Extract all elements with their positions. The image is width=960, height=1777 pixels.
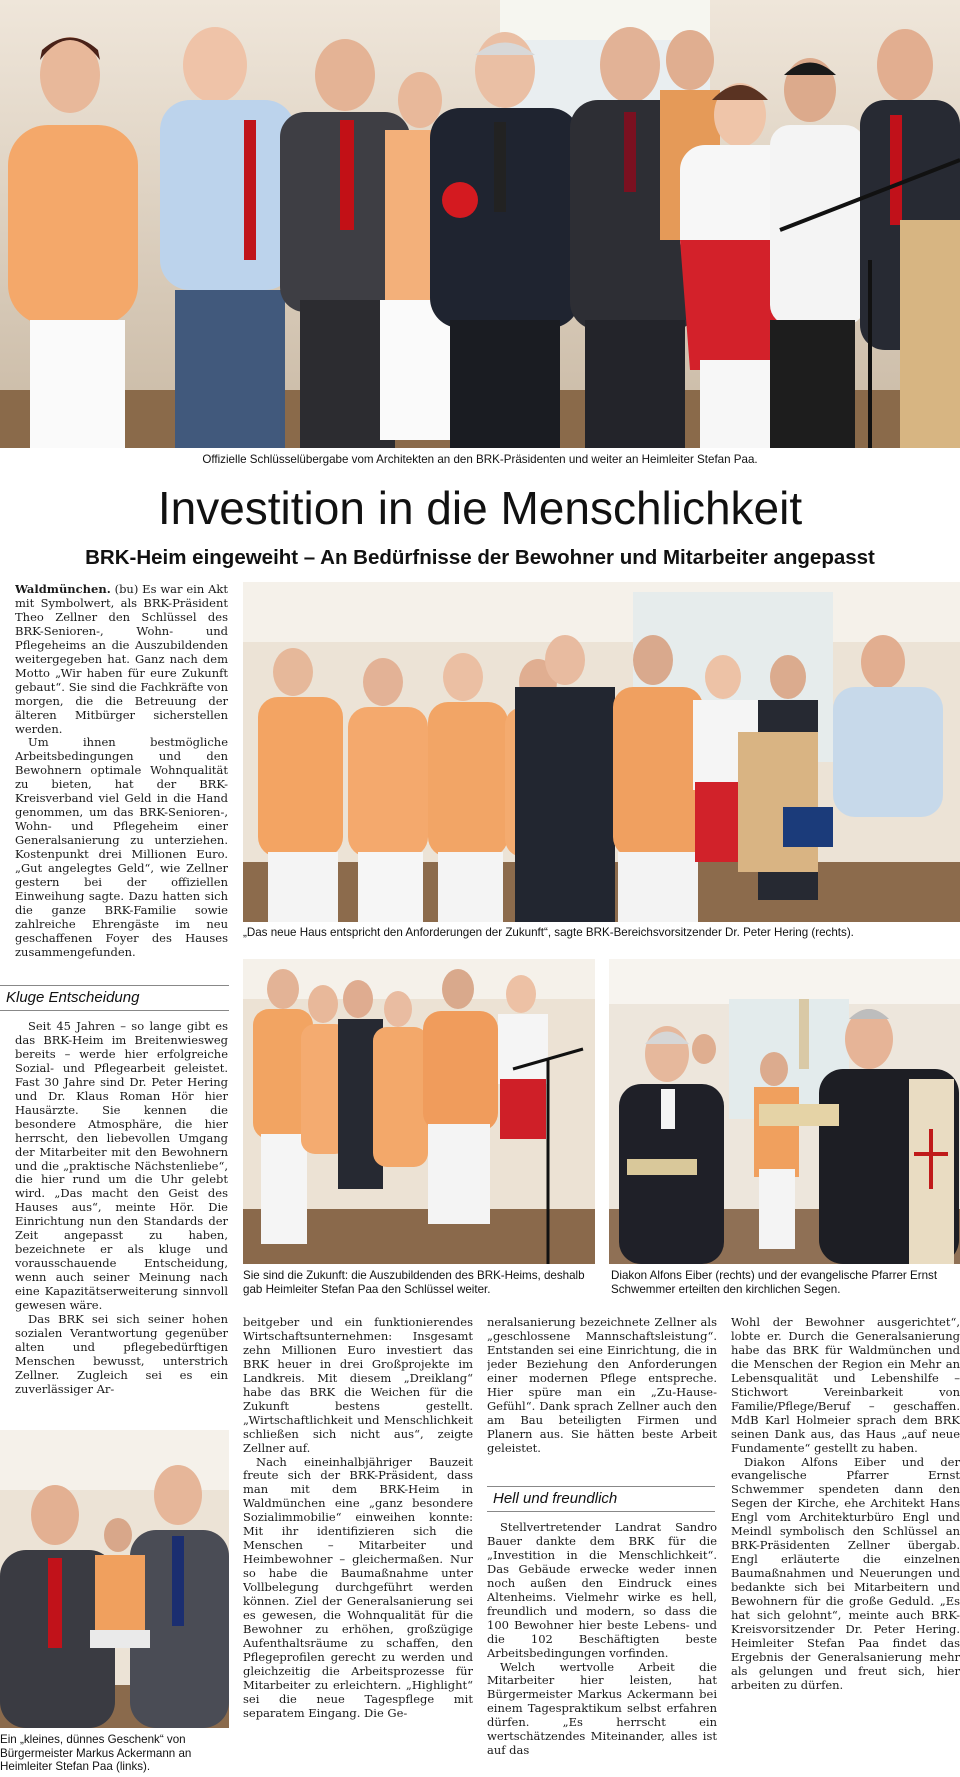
paragraph: Seit 45 Jahren – so lange gibt es das BRK-Heim im Breitenwiesweg bereits – werde hier erfolgreiche Sozial- und Pflegearbeit geleistet. Fast 30 Jahre sind Dr. Peter Hering und Dr. Klaus Roman Hör hier Hausärzte. Sie kennen die besondere Atmosphäre, die hier herrscht, den liebevollen Umgang der Mitarbeiter mit den Bewohnern und die „praktische Nächstenliebe“, die hier rund um die Uhr gelebt wird. „Das macht den Geist des Hauses aus“, meinte Hör. Die Einrichtung nun den Standards der Zeit angepasst zu haben, bezeichnete er als kluge und vorausschauende Entscheidung, wenn auch seiner Meinung nach eine Kapazitätserweiterung sinnvoll gewesen wäre. xyxy=(15,1020,228,1313)
paragraph: beitgeber und ein funktionierendes Wirtschaftsunternehmen: Insgesamt zehn Millionen Euro investiert das BRK heuer in drei Großprojekte im Landkreis. Mit diesem „Dreiklang“ habe das BRK die Weichen für die Zukunft bestens gestellt. „Wirtschaftlichkeit und Menschlichkeit schließen sich nicht aus“, zeigte Zellner auf. xyxy=(243,1316,473,1455)
blessing-photo xyxy=(609,959,960,1264)
group-photo xyxy=(243,582,960,922)
photo-caption: Ein „kleines, dünnes Geschenk“ von Bürgermeister Markus Ackermann an Heimleiter Stefan Paa (links). xyxy=(0,1733,192,1774)
gift-photo xyxy=(0,1430,229,1728)
paragraph: Diakon Alfons Eiber und der evangelische Pfarrer Ernst Schwemmer spendeten dann den Segen der Kirche, ehe Architekt Hans Engl vom Architekturbüro Engl und Meindl symbolisch den Schlüssel an BRK-Präsidenten Zellner übergab. Engl erläuterte die einzelnen Baumaßnahmen und Neuerungen und bedankte sich bei Mitarbeitern und Bewohnern für die große Geduld. „Es hat sich gelohnt“, meinte auch BRK-Kreisvorsitzender Dr. Peter Hering. Heimleiter Stefan Paa findet das Ergebnis der Generalsanierung mehr als gelungen und freut sich, hier arbeiten zu dürfen. xyxy=(731,1454,960,1692)
paragraph: Nach eineinhalbjähriger Bauzeit freute sich der BRK-Präsident, dass man mit dem BRK-Heim in Waldmünchen eine „ganz besondere Sozialimmobilie“ einweihen konnte: Mit ihr identifizieren sich die Menschen – Mitarbeiter und Heimbewohner – gleichermaßen. Nur so habe die Baumaßnahme unter Vollbelegung durchgeführt werden können. Ziel der Generalsanierung sei es gewesen, die Wohnqualität für die Bewohner zu erhöhen, großzügige Aufenthaltsräume zu schaffen, den Pflegeprofilen gerecht zu werden und gleichzeitig die Arbeitsprozesse für Mitarbeiter zu erleichtern. „Highlight“ sei die neue Tagespflege mit separatem Eingang. Die Ge- xyxy=(243,1454,473,1720)
article-column-1 xyxy=(15,583,228,973)
photo-caption: Sie sind die Zukunft: die Auszubildenden des BRK-Heims, deshalb gab Heimleiter Stefan Paa den Schlüssel weiter. xyxy=(243,1269,585,1296)
paragraph: (bu) Es war ein Akt mit Symbolwert, als BRK-Präsident Theo Zellner den Schlüssel des BRK-Senioren-, Wohn- und Pflegeheims an die Auszubildenden weitergegeben hat. Ganz nach dem Motto „Wir haben für eure Zukunft gebaut“. Sie sind die Fachkräfte von morgen, die die Betreuung der älteren Mitbürger sicherstellen werden. xyxy=(15,583,228,736)
article-column-3 xyxy=(487,1316,717,1476)
photo-caption: Diakon Alfons Eiber (rechts) und der evangelische Pfarrer Ernst Schwemmer erteilten den kirchlichen Segen. xyxy=(611,1269,938,1296)
article-column-3b xyxy=(487,1521,717,1774)
group-photo xyxy=(0,0,960,448)
article-column-2 xyxy=(243,1316,473,1774)
paragraph: Stellvertretender Landrat Sandro Bauer dankte dem BRK für die „Investition in die Menschlichkeit“. Das Gebäude erwecke weder innen noch außen den Eindruck eines Altenheims. Vielmehr wirke es hell, freundlich und modern, so dass die 100 Bewohner hier beste Lebens- und die 102 Beschäftigten beste Arbeitsbedingungen vorfinden. xyxy=(487,1521,717,1660)
article-column-1b xyxy=(15,1020,228,1415)
paragraph: Das BRK sei sich seiner hohen sozialen Verantwortung gegenüber alten und pflegebedürftigen Menschen bewusst, unterstrich Zellner. Zugleich sei es ein zuverlässiger Ar- xyxy=(15,1312,228,1396)
paragraph: neralsanierung bezeichnete Zellner als „geschlossene Mannschaftsleistung“. Entstanden sei eine Einrichtung, die in jeder Beziehung den Anforderungen einer modernen Pflege entspreche. Hier spüre man ein „Zu-Hause-Gefühl“. Dank sprach Zellner auch den am Bau beteiligten Firmen und Planern aus. Sie hätten beste Arbeit geleistet. xyxy=(487,1316,717,1455)
group-photo xyxy=(243,959,595,1264)
paragraph: Um ihnen bestmögliche Arbeitsbedingungen und den Bewohnern optimale Wohnqualität zu bieten, hat der BRK-Kreisverband viel Geld in die Hand genommen, um das BRK-Senioren-, Wohn- und Pflegeheim einer Generalsanierung zu unterziehen. Kostenpunkt drei Millionen Euro. „Gut angelegtes Geld“, wie Zellner gestern bei der offiziellen Einweihung sagte. Dazu hatten sich die ganze BRK-Familie sowie zahlreiche Ehrengäste im neu geschaffenen Foyer des Hauses zusammengefunden. xyxy=(15,735,228,959)
section-heading: Hell und freundlich xyxy=(487,1486,715,1512)
photo-caption: „Das neue Haus entspricht den Anforderungen der Zukunft“, sagte BRK-Bereichsvorsitzender Dr. Peter Hering (rechts). xyxy=(243,926,854,939)
dateline: Waldmünchen. xyxy=(15,583,111,596)
paragraph: Wohl der Bewohner ausgerichtet“, lobte er. Durch die Generalsanierung habe das BRK für Waldmünchen und die Menschen der Region ein Mehr an Lebensqualität und Lebenshilfe – Stichwort Vereinbarkeit von Familie/Pflege/Beruf – geschaffen. MdB Karl Holmeier sprach dem BRK seinen Dank aus, das Haus „auf neue Fundamente“ gestellt zu haben. xyxy=(731,1316,960,1455)
article-headline: Investition in die Menschlichkeit xyxy=(157,482,803,534)
section-heading: Kluge Entscheidung xyxy=(0,985,229,1011)
paragraph: Welch wertvolle Arbeit die Mitarbeiter hier leisten, hat Bürgermeister Markus Ackermann bei einem Tagespraktikum selbst erfahren dürfen. „Es herrscht ein wertschätzendes Miteinander, alles ist auf das xyxy=(487,1659,717,1758)
photo-caption: Offizielle Schlüsselübergabe vom Architekten an den BRK-Präsidenten und weiter an Heimleiter Stefan Paa. xyxy=(202,453,758,466)
article-column-4 xyxy=(731,1316,960,1774)
article-subheadline: BRK-Heim eingeweiht – An Bedürfnisse der Bewohner und Mitarbeiter angepasst xyxy=(85,546,875,569)
